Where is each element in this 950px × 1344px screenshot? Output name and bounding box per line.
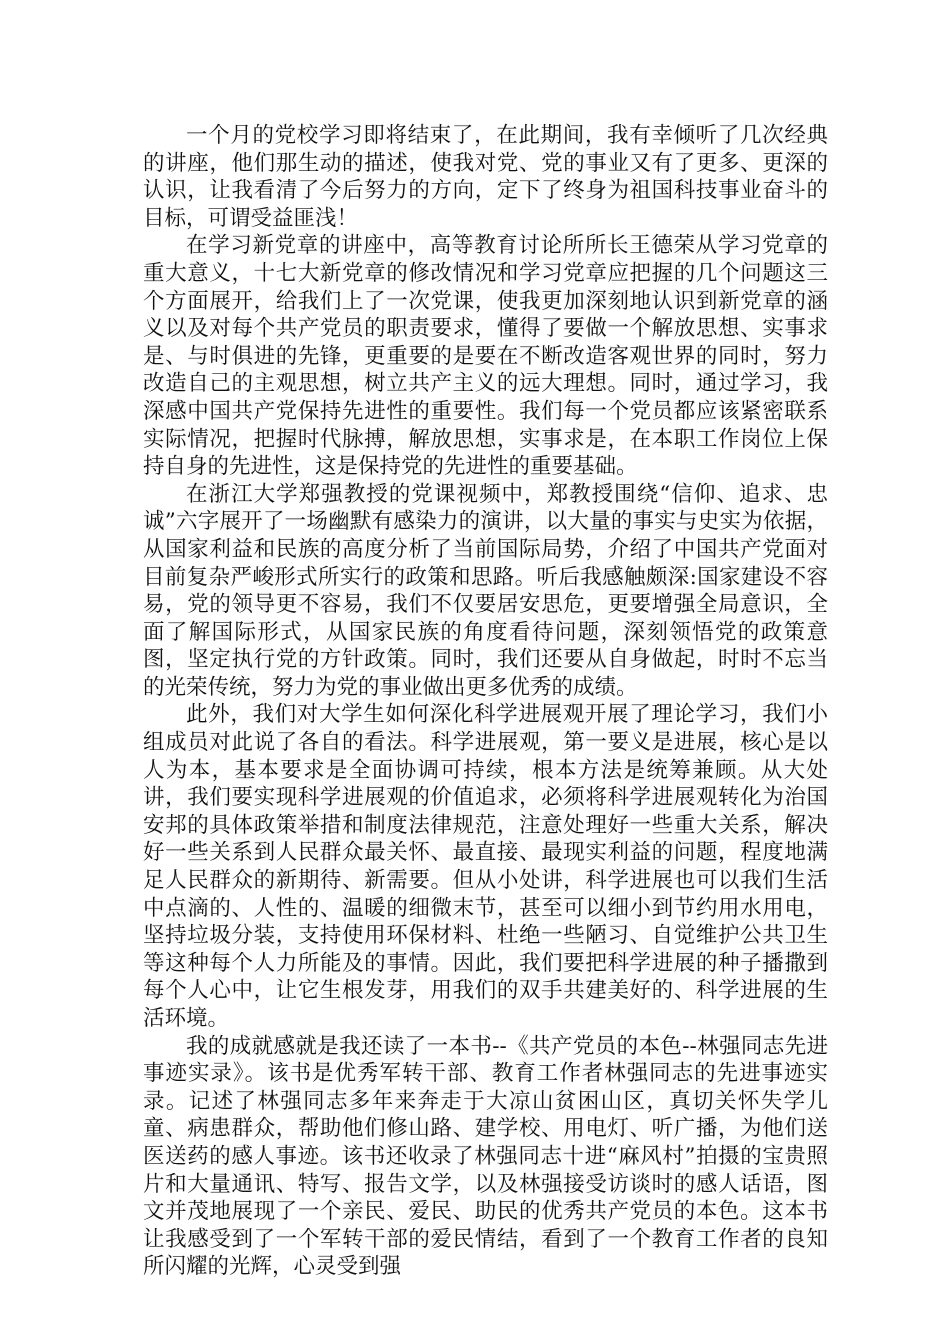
paragraph-scientific-development-study: 此外，我们对大学生如何深化科学进展观开展了理论学习，我们小组成员对此说了各自的看法。科学进展观，第一要义是进展，核心是以人为本，基本要求是全面协调可持续，根本方法是统筹兼顾。从大处讲，我们要实现科学进展观的价值追求，必须将科学进展观转化为治国安邦的具体政策举措和制度法律规范，注意处理好一些重大关系，解决好一些关系到人民群众最关怀、最直接、最现实利益的问题，程度地满足人民群众的新期待、新需要。但从小处讲，科学进展也可以我们生活中点滴的、人性的、温暖的细微末节，甚至可以细小到节约用水用电，坚持垃圾分装，支持使用环保材料、杜绝一些陋习、自觉维护公共卫生等这种每个人力所能及的事情。因此，我们要把科学进展的种子播撒到每个人心中，让它生根发芽，用我们的双手共建美好的、科学进展的生活环境。 xyxy=(143,702,828,1031)
paragraph-book-reading: 我的成就感就是我还读了一本书--《共产党员的本色--林强同志先进事迹实录》。该书是优秀军转干部、教育工作者林强同志的先进事迹实录。记述了林强同志多年来奔走于大凉山贫困山区，真切关怀失学儿童、病患群众，帮助他们修山路、建学校、用电灯、听广播，为他们送医送药的感人事迹。该书还收录了林强同志十进“麻风村”拍摄的宝贵照片和大量通讯、特写、报告文学，以及林强接受访谈时的感人话语，图文并茂地展现了一个亲民、爱民、助民的优秀共产党员的本色。这本书让我感受到了一个军转干部的爱民情结，看到了一个教育工作者的良知所闪耀的光辉，心灵受到强 xyxy=(143,1033,828,1280)
paragraph-professor-video-lecture: 在浙江大学郑强教授的党课视频中，郑教授围绕“信仰、追求、忠诚”六字展开了一场幽默有感染力的演讲，以大量的事实与史实为依据，从国家利益和民族的高度分析了当前国际局势，介绍了中国共产党面对目前复杂严峻形式所实行的政策和思路。听后我感触颇深:国家建设不容易，党的领导更不容易，我们不仅要居安思危，更要增强全局意识，全面了解国际形式，从国家民族的角度看待问题，深刻领悟党的政策意图，坚定执行党的方针政策。同时，我们还要从自身做起，时时不忘当的光荣传统，努力为党的事业做出更多优秀的成绩。 xyxy=(143,481,828,700)
document-body xyxy=(143,122,828,1281)
paragraph-party-constitution-lecture: 在学习新党章的讲座中，高等教育讨论所所长王德荣从学习党章的重大意义，十七大新党章的修改情况和学习党章应把握的几个问题这三个方面展开，给我们上了一次党课，使我更加深刻地认识到新党章的涵义以及对每个共产党员的职责要求，懂得了要做一个解放思想、实事求是、与时俱进的先锋，更重要的是要在不断改造客观世界的同时，努力改造自己的主观思想，树立共产主义的远大理想。同时，通过学习，我深感中国共产党保持先进性的重要性。我们每一个党员都应该紧密联系实际情况，把握时代脉搏，解放思想，实事求是，在本职工作岗位上保持自身的先进性，这是保持党的先进性的重要基础。 xyxy=(143,233,828,480)
paragraph-party-school-intro: 一个月的党校学习即将结束了，在此期间，我有幸倾听了几次经典的讲座，他们那生动的描述，使我对党、党的事业又有了更多、更深的认识，让我看清了今后努力的方向，定下了终身为祖国科技事业奋斗的目标，可谓受益匪浅！ xyxy=(143,123,828,231)
